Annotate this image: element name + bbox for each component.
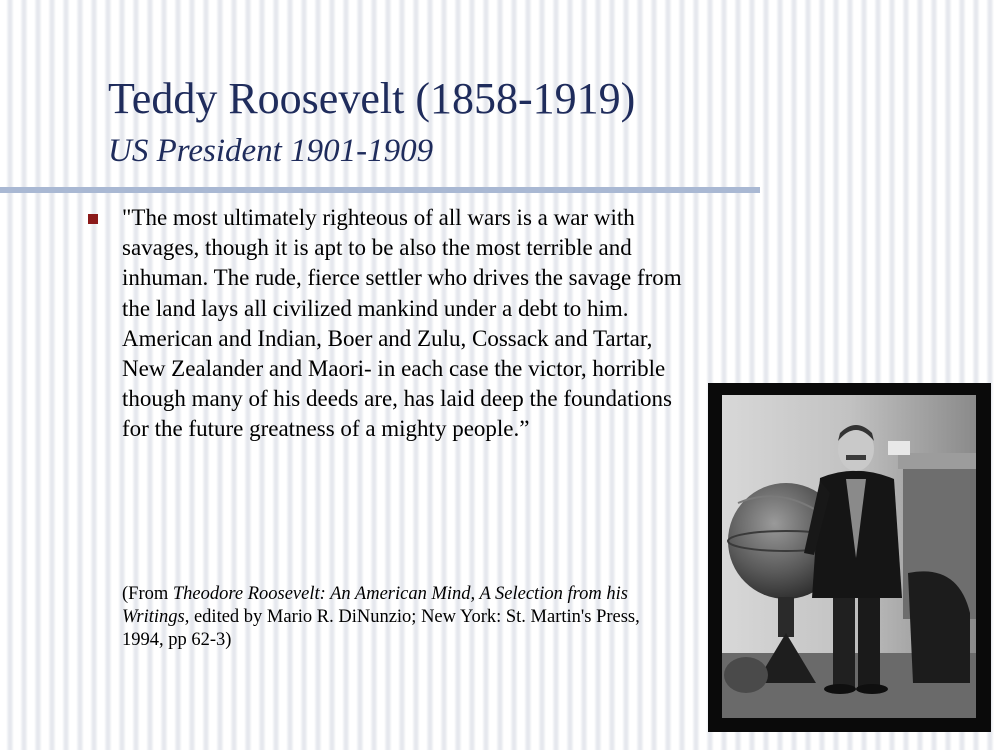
title-divider <box>0 187 760 193</box>
portrait-photo-icon <box>708 383 991 732</box>
quote-text: "The most ultimately righteous of all wars is a war with savages, though it is apt to be also the most terrible and inhuman. The rude, fierce settler who drives the savage from the land lays all civilized mankind under a debt to him. American and Indian, Boer and Zulu, Cossack and Tartar, New Zealander and Maori- in each case the victor, horrible though many of his deeds are, has laid deep the foundations for the future greatness of a mighty people.” <box>122 205 682 442</box>
bullet-marker <box>88 214 98 224</box>
citation-book-title: Theodore Roosevelt: An American Mind, A Selection from his Writings <box>122 584 628 627</box>
slide-subtitle: US President 1901-1909 <box>108 133 434 169</box>
citation <box>122 583 682 652</box>
roosevelt-portrait-photo <box>708 383 991 732</box>
citation-prefix: (From <box>122 584 173 604</box>
citation-suffix: , edited by Mario R. DiNunzio; New York: St. Martin's Press, 1994, pp 62-3) <box>122 607 640 650</box>
slide-title: Teddy Roosevelt (1858-1919) <box>108 74 636 123</box>
